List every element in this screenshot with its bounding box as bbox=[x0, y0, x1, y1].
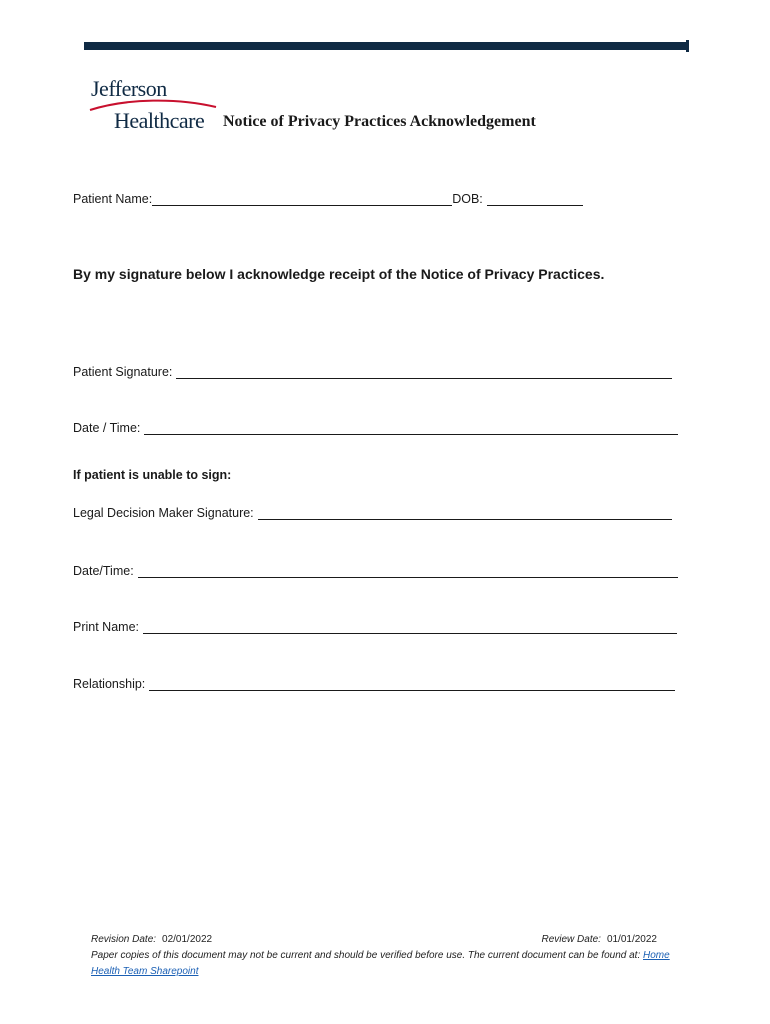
footer-dates bbox=[91, 932, 671, 948]
header-bar-end bbox=[686, 40, 689, 52]
relationship-line[interactable] bbox=[149, 678, 675, 691]
revision-date bbox=[91, 932, 212, 948]
document-footer bbox=[91, 932, 671, 980]
print-name-field[interactable] bbox=[73, 620, 677, 634]
patient-signature-field[interactable] bbox=[73, 365, 672, 379]
jefferson-healthcare-logo bbox=[88, 76, 218, 136]
sharepoint-link[interactable]: Home Health Team Sharepoint bbox=[91, 950, 670, 977]
date-time-2-label: Date/Time: bbox=[73, 564, 134, 578]
relationship-label: Relationship: bbox=[73, 677, 146, 691]
legal-signature-field[interactable] bbox=[73, 506, 672, 520]
logo-line-2: Healthcare bbox=[114, 108, 205, 133]
header-bar bbox=[84, 42, 686, 50]
dob-label: DOB: bbox=[452, 192, 483, 206]
footer-note-text: Paper copies of this document may not be current and should be verified before use. The current document can be found at: bbox=[91, 950, 641, 961]
document-title: Notice of Privacy Practices Acknowledgement bbox=[223, 113, 536, 130]
review-date bbox=[541, 932, 657, 948]
patient-name-label: Patient Name: bbox=[73, 192, 153, 206]
date-time-field[interactable] bbox=[73, 421, 678, 435]
revision-date-label: Revision Date: bbox=[91, 934, 157, 945]
patient-signature-line[interactable] bbox=[176, 366, 672, 379]
patient-name-field[interactable] bbox=[73, 192, 583, 206]
review-date-label: Review Date: bbox=[541, 934, 601, 945]
date-time-2-field[interactable] bbox=[73, 564, 678, 578]
legal-signature-line[interactable] bbox=[258, 507, 672, 520]
revision-date-value: 02/01/2022 bbox=[162, 934, 213, 945]
print-name-label: Print Name: bbox=[73, 620, 139, 634]
patient-signature-label: Patient Signature: bbox=[73, 365, 173, 379]
date-time-2-line[interactable] bbox=[138, 565, 678, 578]
print-name-line[interactable] bbox=[143, 621, 677, 634]
logo-line-1: Jefferson bbox=[91, 76, 167, 101]
date-time-label: Date / Time: bbox=[73, 421, 141, 435]
footer-note bbox=[91, 948, 671, 980]
relationship-field[interactable] bbox=[73, 677, 675, 691]
unable-to-sign-heading: If patient is unable to sign: bbox=[73, 468, 232, 482]
date-time-line[interactable] bbox=[144, 422, 678, 435]
patient-name-line[interactable] bbox=[152, 193, 452, 206]
review-date-value: 01/01/2022 bbox=[606, 934, 657, 945]
dob-line[interactable] bbox=[487, 193, 583, 206]
acknowledgement-statement: By my signature below I acknowledge receipt of the Notice of Privacy Practices. bbox=[73, 266, 605, 282]
legal-signature-label: Legal Decision Maker Signature: bbox=[73, 506, 254, 520]
